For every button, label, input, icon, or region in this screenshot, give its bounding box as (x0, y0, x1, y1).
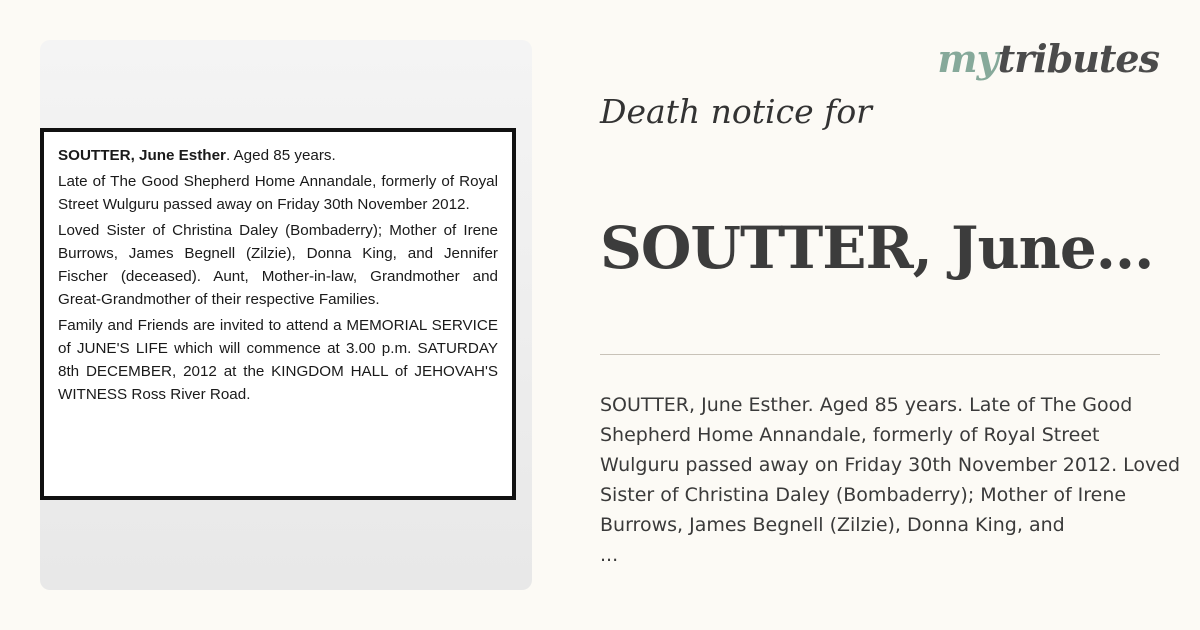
notice-image-panel (40, 40, 532, 590)
clipping-name: SOUTTER, June Esther (58, 147, 226, 164)
notice-excerpt: SOUTTER, June Esther. Aged 85 years. Late of The Good Shepherd Home Annandale, formerly of Royal Street Wulguru passed away on Friday 30th November 2012. Loved Sister of Christina Daley (Bombaderry); Mother of Irene Burrows, James Begnell (Zilzie), Donna King, and ... (600, 394, 1181, 566)
mytributes-logo[interactable] (937, 36, 1159, 82)
clipping-age: . Aged 85 years. (225, 147, 336, 164)
clipping-first-line (58, 144, 498, 167)
clipping-paragraph-3: Family and Friends are invited to attend a MEMORIAL SERVICE of JUNE'S LIFE which will commence at 3.00 p.m. SATURDAY 8th DECEMBER, 2012 at the KINGDOM HALL of JEHOVAH'S WITNESS Ross River Road. (58, 317, 498, 403)
notice-title: SOUTTER, June... (600, 214, 1154, 282)
clipping-paragraph-1: Late of The Good Shepherd Home Annandale, formerly of Royal Street Wulguru passed away on Friday 30th November 2012. (58, 173, 498, 213)
divider (600, 354, 1160, 355)
newspaper-clipping (40, 128, 516, 500)
notice-heading: Death notice for (600, 92, 872, 131)
logo-suffix: tributes (997, 36, 1159, 81)
clipping-paragraph-2: Loved Sister of Christina Daley (Bombaderry); Mother of Irene Burrows, James Begnell (Zilzie), Donna King, and Jennifer Fischer (deceased). Aunt, Mother-in-law, Grandmother and Great-Grandmother of their respective Families. (58, 222, 498, 308)
logo-prefix: my (937, 36, 998, 81)
